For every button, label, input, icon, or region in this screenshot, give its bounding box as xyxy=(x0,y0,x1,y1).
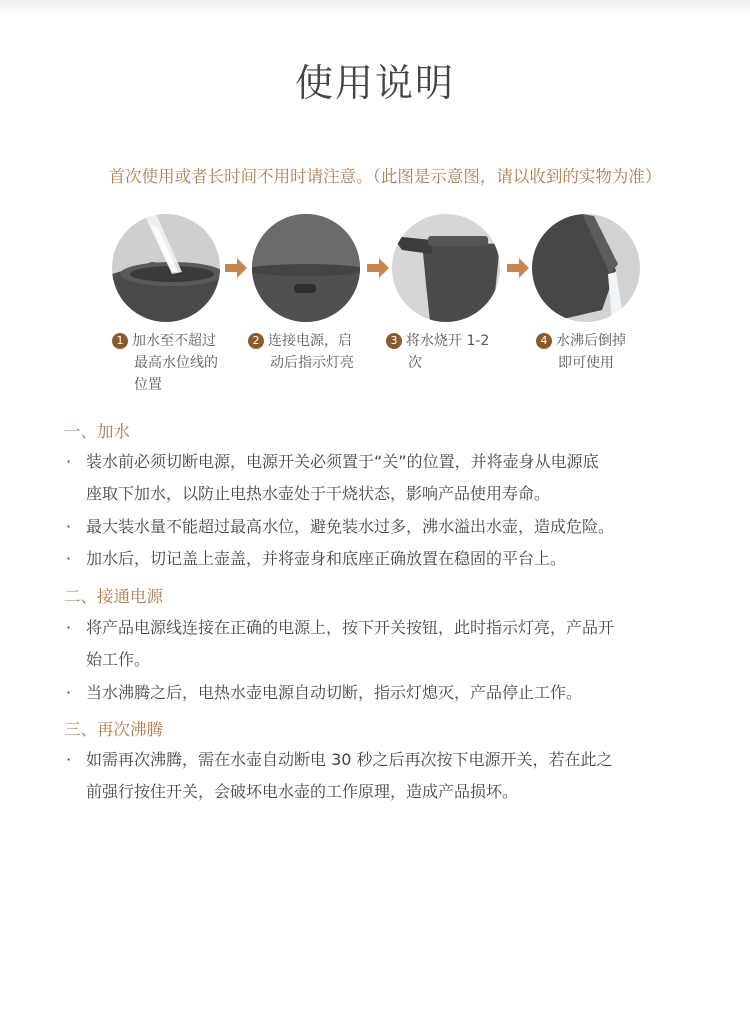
list-item-line: 最大装水量不能超过最高水位，避免装水过多，沸水溢出水壶，造成危险。 xyxy=(86,517,615,536)
step-caption-line: 次 xyxy=(408,355,422,371)
list-item-line: 座取下加水，以防止电热水壶处于干烧状态，影响产品使用寿命。 xyxy=(86,484,551,503)
list-item xyxy=(66,446,696,510)
step-caption-line: 连接电源，启 xyxy=(268,333,352,349)
step-caption-line: 最高水位线的 xyxy=(134,355,218,371)
step-caption-line: 将水烧开 1-2 xyxy=(406,333,490,349)
steps-illustration xyxy=(0,212,750,402)
bullet-marker: · xyxy=(66,452,72,471)
step-4-image xyxy=(532,214,640,322)
step-1-caption xyxy=(112,330,218,396)
list-item xyxy=(66,612,696,676)
step-1-image xyxy=(112,214,220,322)
step-caption-line: 即可使用 xyxy=(558,355,614,371)
bullet-marker: · xyxy=(66,750,72,769)
list-item xyxy=(66,543,696,575)
step-4-caption xyxy=(536,330,626,374)
step-caption-line: 水沸后倒掉 xyxy=(556,333,626,349)
step-number-badge: 2 xyxy=(248,333,264,349)
step-3-caption xyxy=(386,330,489,374)
list-item-line: 始工作。 xyxy=(86,650,151,669)
step-caption-line: 动后指示灯亮 xyxy=(270,355,354,371)
arrow-right-icon xyxy=(367,258,389,278)
list-item-line: 装水前必须切断电源，电源开关必须置于“关”的位置，并将壶身从电源底 xyxy=(86,452,599,471)
section-heading-add-water: 一、加水 xyxy=(64,422,130,441)
list-item xyxy=(66,677,696,709)
step-2-caption xyxy=(248,330,354,374)
step-caption-line: 位置 xyxy=(134,377,162,393)
step-2-image xyxy=(252,214,360,322)
section-heading-reboil: 三、再次沸腾 xyxy=(64,720,163,739)
top-shadow xyxy=(0,0,750,16)
step-number-badge: 4 xyxy=(536,333,552,349)
bullet-marker: · xyxy=(66,517,72,536)
step-number-badge: 1 xyxy=(112,333,128,349)
step-3-image xyxy=(392,214,500,322)
arrow-right-icon xyxy=(507,258,529,278)
list-item-line: 当水沸腾之后，电热水壶电源自动切断，指示灯熄灭，产品停止工作。 xyxy=(86,683,583,702)
list-item-line: 前强行按住开关，会破坏电水壶的工作原理，造成产品损坏。 xyxy=(86,782,519,801)
section-heading-connect-power: 二、接通电源 xyxy=(64,587,163,606)
arrow-right-icon xyxy=(225,258,247,278)
list-item-line: 加水后，切记盖上壶盖，并将壶身和底座正确放置在稳固的平台上。 xyxy=(86,549,567,568)
list-item-line: 如需再次沸腾，需在水壶自动断电 30 秒之后再次按下电源开关，若在此之 xyxy=(86,750,613,769)
page-title: 使用说明 xyxy=(294,61,455,105)
step-number-badge: 3 xyxy=(386,333,402,349)
notice-text: 首次使用或者长时间不用时请注意。（此图是示意图，请以收到的实物为准） xyxy=(108,167,662,186)
step-caption-line: 加水至不超过 xyxy=(132,333,216,349)
list-item-line: 将产品电源线连接在正确的电源上，按下开关按钮，此时指示灯亮，产品开 xyxy=(86,618,615,637)
bullet-marker: · xyxy=(66,549,72,568)
bullet-marker: · xyxy=(66,618,72,637)
list-item xyxy=(66,511,696,543)
bullet-marker: · xyxy=(66,683,72,702)
list-item xyxy=(66,744,696,808)
